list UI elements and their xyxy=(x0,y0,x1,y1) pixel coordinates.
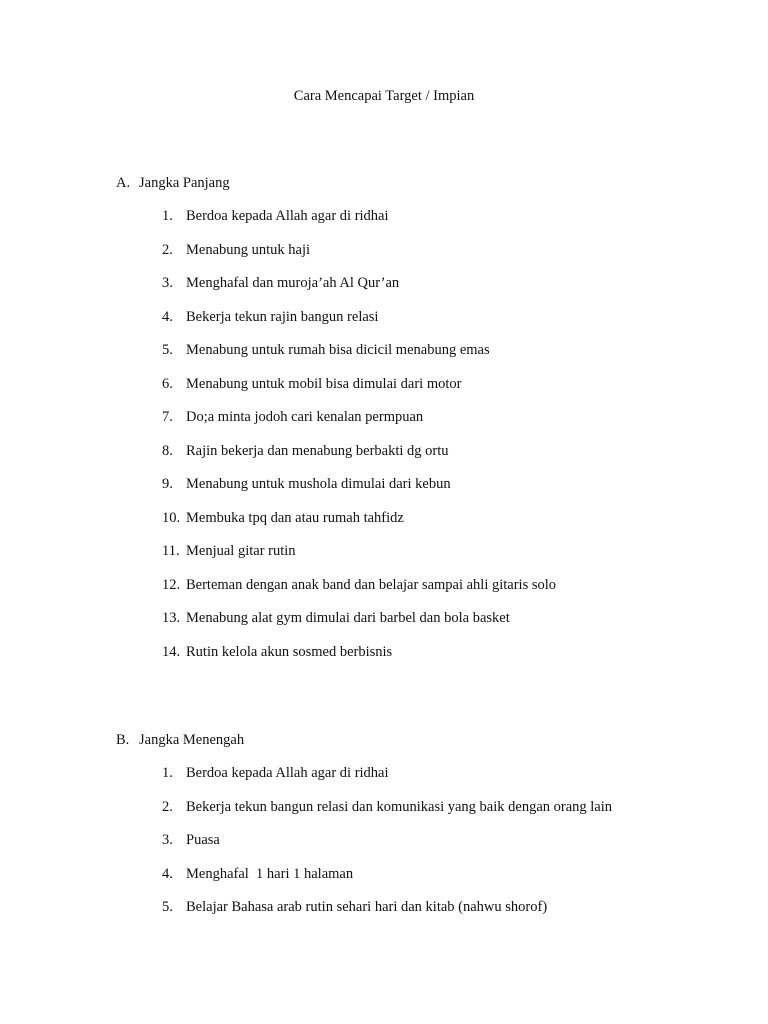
item-text: Menabung untuk mobil bisa dimulai dari motor xyxy=(186,375,462,392)
section-letter: B. xyxy=(116,732,130,748)
section-letter: A. xyxy=(116,175,131,191)
item-text: Berdoa kepada Allah agar di ridhai xyxy=(186,208,389,225)
list-item xyxy=(162,797,762,817)
section-title: Jangka Panjang xyxy=(139,175,230,191)
list-item xyxy=(162,340,762,360)
item-number: 8. xyxy=(162,442,173,459)
item-text: Menghafal dan muroja’ah Al Qur’an xyxy=(186,275,400,292)
item-number: 12. xyxy=(162,576,181,593)
list-item xyxy=(162,897,762,917)
item-text: Menabung untuk haji xyxy=(186,241,311,258)
item-list xyxy=(162,763,762,917)
item-number: 2. xyxy=(162,798,173,815)
section-title: Jangka Menengah xyxy=(139,732,245,748)
item-number: 6. xyxy=(162,375,173,392)
list-item xyxy=(162,575,762,595)
item-text: Rajin bekerja dan menabung berbakti dg ortu xyxy=(186,442,449,459)
list-item xyxy=(162,374,762,394)
item-text: Belajar Bahasa arab rutin sehari hari dan kitab (nahwu shorof) xyxy=(186,899,548,916)
item-number: 4. xyxy=(162,308,173,325)
item-number: 1. xyxy=(162,208,173,225)
item-number: 5. xyxy=(162,342,173,359)
item-list xyxy=(162,206,762,662)
section-jangka-panjang xyxy=(116,173,716,675)
item-number: 5. xyxy=(162,899,173,916)
item-text: Membuka tpq dan atau rumah tahfidz xyxy=(186,509,404,526)
list-item xyxy=(162,441,762,461)
item-number: 7. xyxy=(162,409,173,426)
item-number: 1. xyxy=(162,765,173,782)
list-item xyxy=(162,541,762,561)
item-number: 3. xyxy=(162,832,173,849)
list-item xyxy=(162,763,762,783)
list-item xyxy=(162,508,762,528)
list-item xyxy=(162,642,762,662)
item-text: Menghafal 1 hari 1 halaman xyxy=(186,865,354,882)
item-number: 10. xyxy=(162,509,181,526)
item-number: 13. xyxy=(162,610,181,627)
section-jangka-menengah xyxy=(116,730,716,931)
section-heading xyxy=(116,173,716,193)
list-item xyxy=(162,474,762,494)
item-number: 3. xyxy=(162,275,173,292)
item-text: Bekerja tekun bangun relasi dan komunikasi yang baik dengan orang lain xyxy=(186,798,613,815)
item-text: Puasa xyxy=(186,832,220,849)
item-number: 11. xyxy=(162,543,180,560)
item-text: Berteman dengan anak band dan belajar sampai ahli gitaris solo xyxy=(186,576,557,593)
page-title: Cara Mencapai Target / Impian xyxy=(293,88,475,104)
item-text: Berdoa kepada Allah agar di ridhai xyxy=(186,765,389,782)
item-number: 14. xyxy=(162,643,181,660)
item-text: Menjual gitar rutin xyxy=(186,543,296,560)
list-item xyxy=(162,206,762,226)
list-item xyxy=(162,407,762,427)
item-text: Rutin kelola akun sosmed berbisnis xyxy=(186,643,393,660)
section-heading xyxy=(116,730,716,750)
item-text: Menabung alat gym dimulai dari barbel dan bola basket xyxy=(186,610,510,627)
list-item xyxy=(162,864,762,884)
list-item xyxy=(162,830,762,850)
item-number: 2. xyxy=(162,241,173,258)
item-number: 4. xyxy=(162,865,173,882)
item-text: Bekerja tekun rajin bangun relasi xyxy=(186,308,379,325)
item-text: Menabung untuk mushola dimulai dari kebun xyxy=(186,476,451,493)
list-item xyxy=(162,608,762,628)
item-text: Menabung untuk rumah bisa dicicil menabung emas xyxy=(186,342,490,359)
list-item xyxy=(162,240,762,260)
item-number: 9. xyxy=(162,476,173,493)
list-item xyxy=(162,273,762,293)
list-item xyxy=(162,307,762,327)
item-text: Do;a minta jodoh cari kenalan permpuan xyxy=(186,409,424,426)
